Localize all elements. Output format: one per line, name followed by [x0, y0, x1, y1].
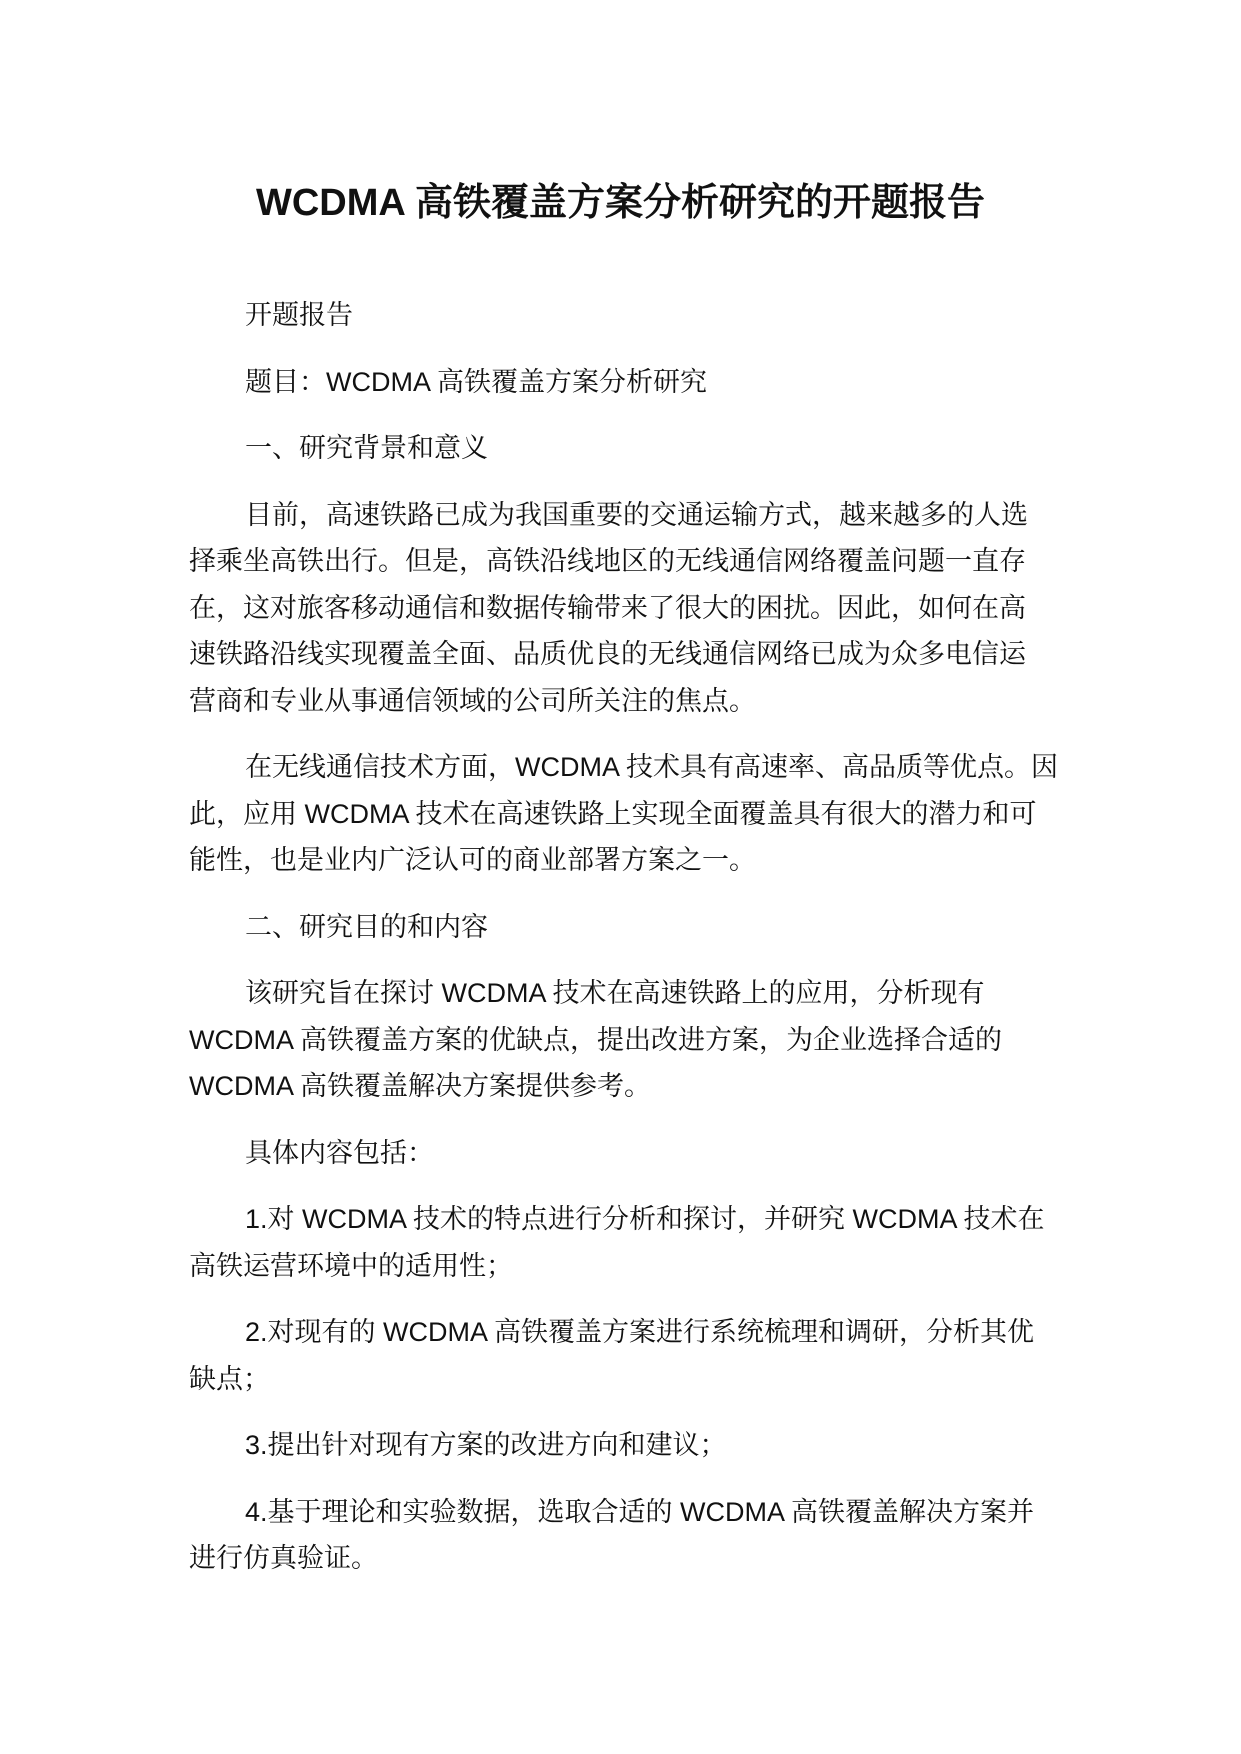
text-line: 择乘坐高铁出行。但是，高铁沿线地区的无线通信网络覆盖问题一直存 — [189, 546, 1026, 576]
text-line: 缺点； — [189, 1363, 270, 1394]
text-line: 营商和专业从事通信领域的公司所关注的焦点。 — [189, 685, 756, 716]
text-line: 一、研究背景和意义 — [245, 433, 488, 463]
text-line: 题目：WCDMA 高铁覆盖方案分析研究 — [245, 366, 707, 397]
text-line: 二、研究目的和内容 — [245, 911, 488, 942]
text-line: 在无线通信技术方面，WCDMA 技术具有高速率、高品质等优点。因 — [245, 752, 1058, 782]
list-item — [189, 1309, 1061, 1402]
text-line: 1.对 WCDMA 技术的特点进行分析和探讨，并研究 WCDMA 技术在 — [245, 1204, 1045, 1234]
paragraph — [189, 970, 1061, 1110]
paragraph — [189, 1130, 1061, 1177]
text-line: 在，这对旅客移动通信和数据传输带来了很大的困扰。因此，如何在高 — [189, 592, 1026, 623]
paragraph — [189, 492, 1061, 725]
text-line: 开题报告 — [245, 300, 353, 330]
section-heading — [189, 904, 1061, 951]
text-line: 3.提出针对现有方案的改进方向和建议； — [245, 1430, 727, 1460]
text-line: 高铁运营环境中的适用性； — [189, 1250, 513, 1281]
text-line: WCDMA 高铁覆盖方案的优缺点，提出改进方案，为企业选择合适的 — [189, 1024, 1002, 1055]
list-item — [189, 1489, 1061, 1582]
text-line: 该研究旨在探讨 WCDMA 技术在高速铁路上的应用，分析现有 — [245, 978, 985, 1008]
topic-line — [189, 359, 1061, 406]
text-line: 目前，高速铁路已成为我国重要的交通运输方式，越来越多的人选 — [245, 499, 1028, 530]
list-item — [189, 1422, 1061, 1469]
text-line: 具体内容包括： — [245, 1137, 434, 1168]
document-body — [189, 292, 1061, 1602]
text-line: 进行仿真验证。 — [189, 1543, 378, 1573]
text-line: 速铁路沿线实现覆盖全面、品质优良的无线通信网络已成为众多电信运 — [189, 639, 1026, 669]
text-line: WCDMA 高铁覆盖解决方案提供参考。 — [189, 1071, 651, 1101]
text-line: 2.对现有的 WCDMA 高铁覆盖方案进行系统梳理和调研，分析其优 — [245, 1317, 1035, 1347]
section-label — [189, 292, 1061, 339]
section-heading — [189, 425, 1061, 472]
document-title: WCDMA 高铁覆盖方案分析研究的开题报告 — [256, 182, 985, 224]
text-line: 4.基于理论和实验数据，选取合适的 WCDMA 高铁覆盖解决方案并 — [245, 1496, 1035, 1527]
list-item — [189, 1196, 1061, 1289]
text-line: 此，应用 WCDMA 技术在高速铁路上实现全面覆盖具有很大的潜力和可 — [189, 798, 1037, 829]
text-line: 能性，也是业内广泛认可的商业部署方案之一。 — [189, 845, 756, 875]
paragraph — [189, 744, 1061, 884]
